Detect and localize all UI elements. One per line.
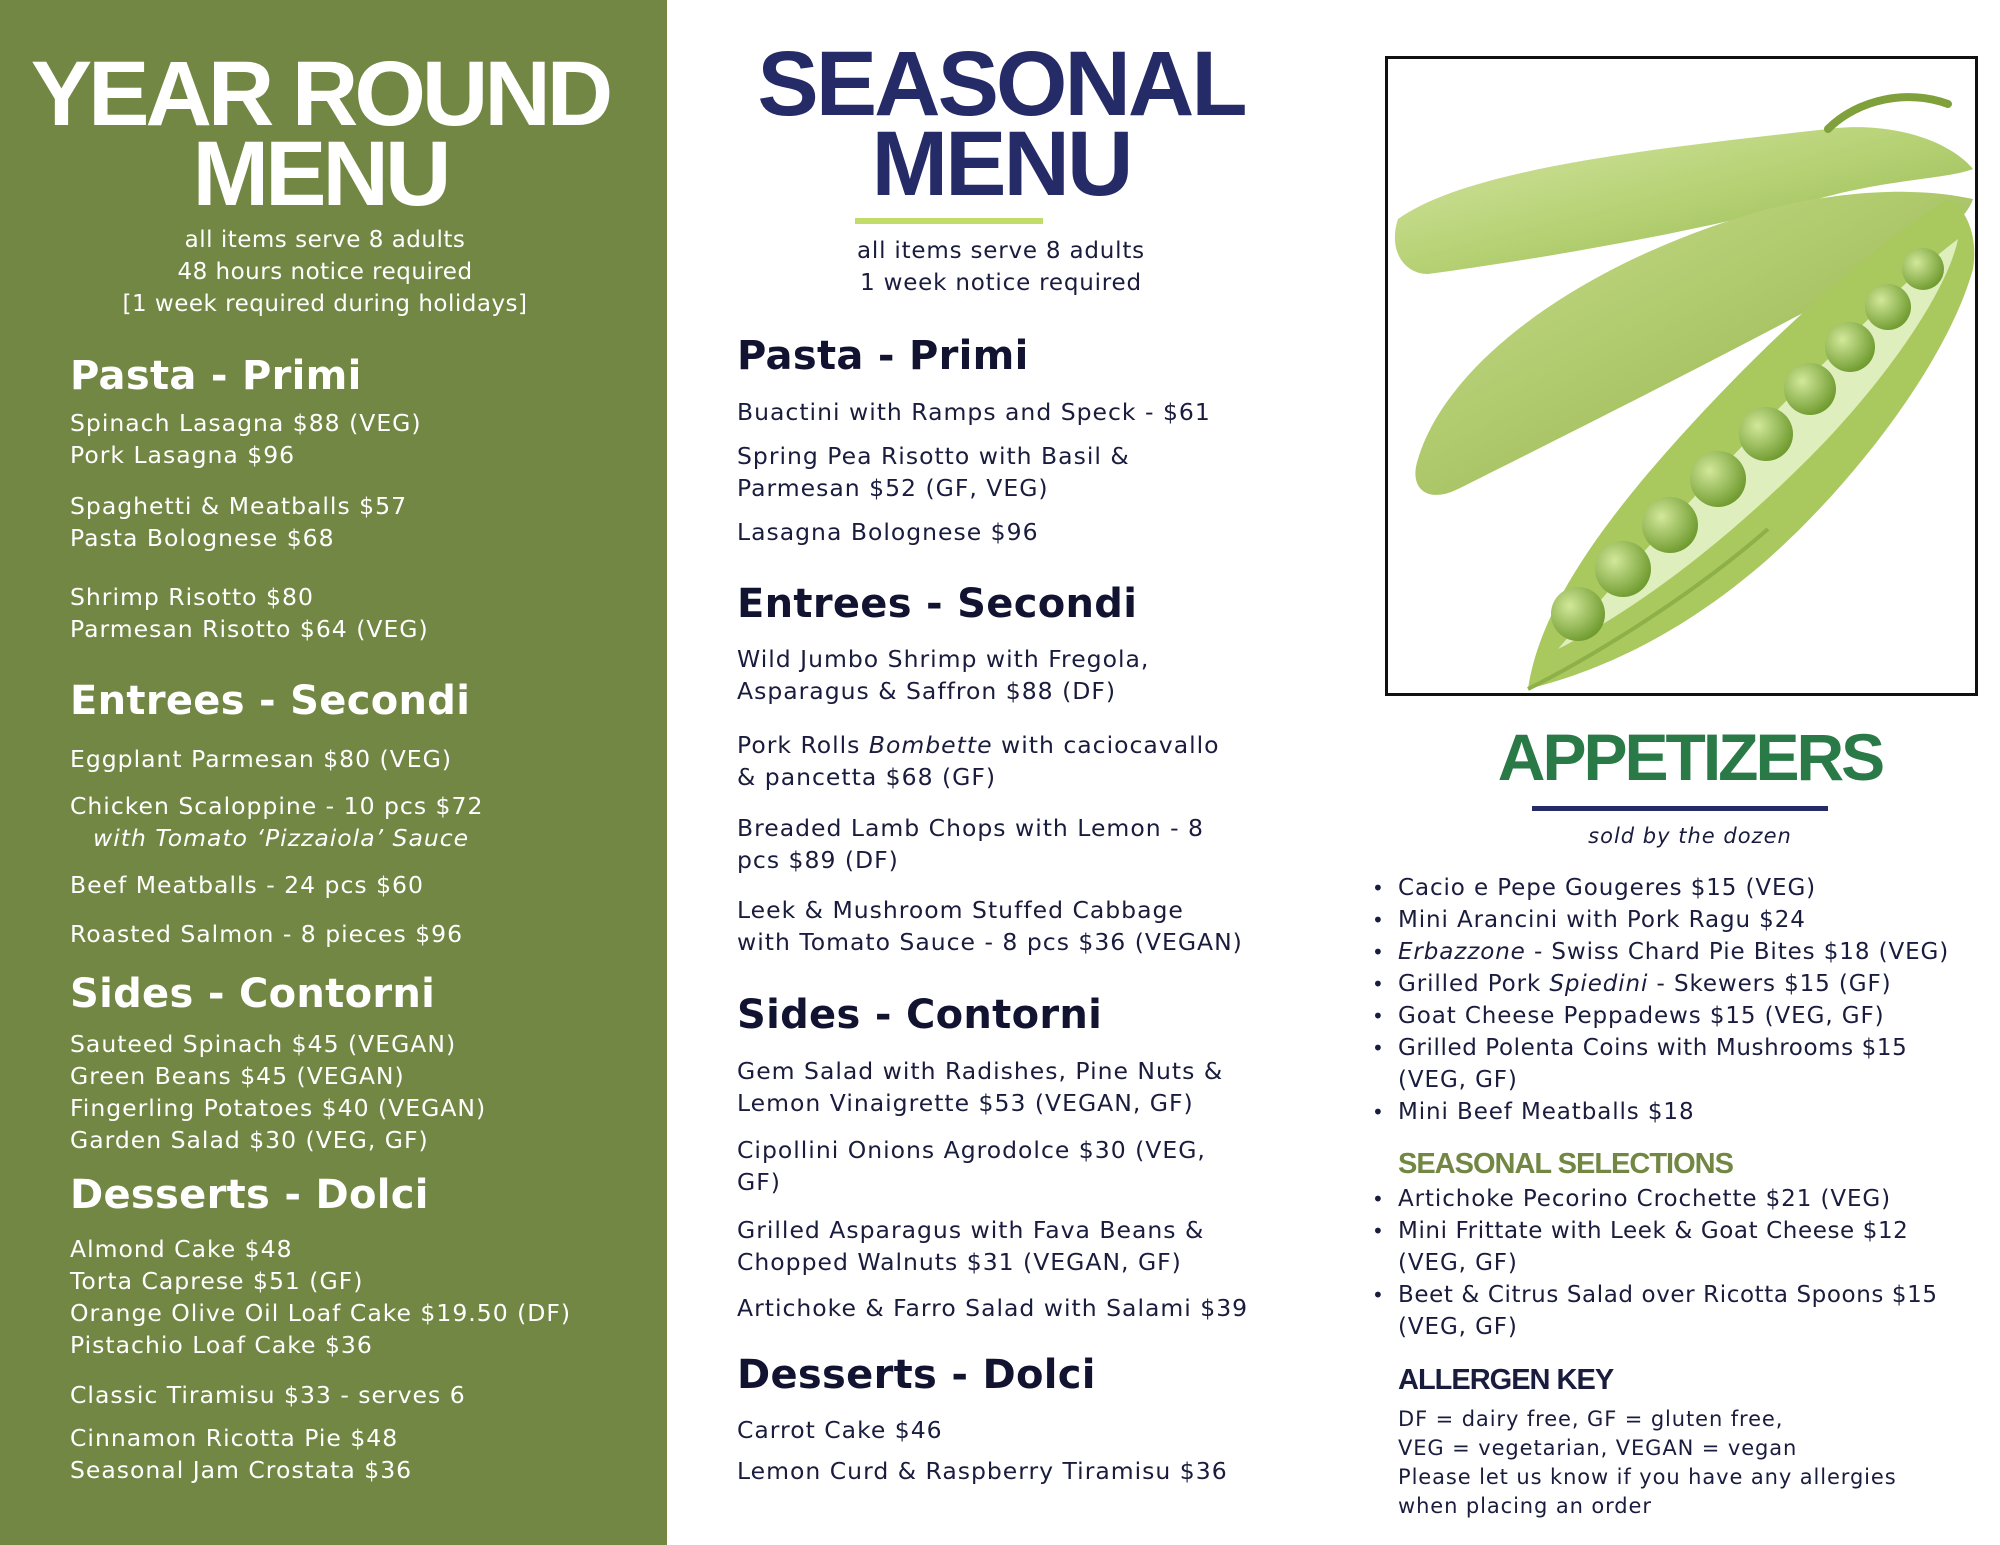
allergen-key-line: when placing an order <box>1398 1494 1652 1518</box>
allergen-key-line: Please let us know if you have any allergies <box>1398 1465 1897 1489</box>
year-round-title-line2: MENU <box>192 123 448 225</box>
seasonal-selections-heading: SEASONAL SELECTIONS <box>1398 1148 1733 1180</box>
seasonal-title-line1: SEASONAL <box>757 33 1245 135</box>
bullet: • <box>1372 972 1384 996</box>
seasonal-entrees-heading: Entrees - Secondi <box>737 581 1138 627</box>
menu-item: Lemon Curd & Raspberry Tiramisu $36 <box>737 1457 1228 1485</box>
appetizer-item <box>1398 936 1949 968</box>
menu-item: Wild Jumbo Shrimp with Fregola, <box>737 645 1150 673</box>
menu-item: Spinach Lasagna $88 (VEG) <box>70 409 422 437</box>
appetizers-title: APPETIZERS <box>1497 720 1883 794</box>
menu-item: Pistachio Loaf Cake $36 <box>70 1331 373 1359</box>
appetizer-item-text: - Swiss Chard Pie Bites $18 (VEG) <box>1525 939 1950 965</box>
appetizer-item-text: - Skewers $15 (GF) <box>1648 971 1892 997</box>
menu-item: Eggplant Parmesan $80 (VEG) <box>70 745 453 773</box>
menu-item: Carrot Cake $46 <box>737 1416 943 1444</box>
seasonal-title-line2: MENU <box>871 113 1131 215</box>
pea-pod-illustration <box>1388 59 1975 693</box>
bullet: • <box>1372 1283 1384 1307</box>
menu-item <box>737 729 1220 761</box>
bullet: • <box>1372 908 1384 932</box>
menu-item: Almond Cake $48 <box>70 1235 293 1263</box>
menu-item: Chicken Scaloppine - 10 pcs $72 <box>70 792 484 820</box>
menu-item: Buactini with Ramps and Speck - $61 <box>737 398 1211 426</box>
menu-item: Breaded Lamb Chops with Lemon - 8 <box>737 814 1204 842</box>
year-round-panel <box>0 0 667 1545</box>
menu-item: Pasta Bolognese $68 <box>70 524 335 552</box>
menu-item: Fingerling Potatoes $40 (VEGAN) <box>70 1094 487 1122</box>
menu-item: Beef Meatballs - 24 pcs $60 <box>70 871 424 899</box>
menu-item: Sauteed Spinach $45 (VEGAN) <box>70 1030 457 1058</box>
year-round-entrees-heading: Entrees - Secondi <box>70 678 471 724</box>
appetizer-item: (VEG, GF) <box>1398 1067 1518 1093</box>
menu-item: Gem Salad with Radishes, Pine Nuts & <box>737 1057 1224 1085</box>
seasonal-selection-item: (VEG, GF) <box>1398 1314 1518 1340</box>
menu-item-italic: Bombette <box>868 731 993 759</box>
seasonal-pasta-heading: Pasta - Primi <box>737 333 1029 379</box>
pea-pod-image <box>1385 56 1978 696</box>
allergen-key-line: DF = dairy free, GF = gluten free, <box>1398 1407 1784 1431</box>
menu-item: Lasagna Bolognese $96 <box>737 518 1039 546</box>
menu-item: with Tomato Sauce - 8 pcs $36 (VEGAN) <box>737 928 1243 956</box>
appetizer-item: Goat Cheese Peppadews $15 (VEG, GF) <box>1398 1003 1885 1029</box>
year-round-note: all items serve 8 adults <box>184 227 466 253</box>
year-round-desserts-heading: Desserts - Dolci <box>70 1172 429 1218</box>
year-round-sides-heading: Sides - Contorni <box>70 971 436 1017</box>
bullet: • <box>1372 1004 1384 1028</box>
appetizer-item: Grilled Polenta Coins with Mushrooms $15 <box>1398 1035 1908 1061</box>
seasonal-selection-item: Beet & Citrus Salad over Ricotta Spoons $15 <box>1398 1282 1938 1308</box>
menu-item: Seasonal Jam Crostata $36 <box>70 1456 413 1484</box>
allergen-key-heading: ALLERGEN KEY <box>1398 1364 1614 1396</box>
appetizer-item <box>1398 968 1892 1000</box>
menu-item: Cinnamon Ricotta Pie $48 <box>70 1424 399 1452</box>
allergen-key-line: VEG = vegetarian, VEGAN = vegan <box>1398 1436 1798 1460</box>
bullet: • <box>1372 940 1384 964</box>
appetizer-item-text: Grilled Pork <box>1398 971 1550 997</box>
menu-item: Roasted Salmon - 8 pieces $96 <box>70 920 464 948</box>
seasonal-selection-item: Mini Frittate with Leek & Goat Cheese $12 <box>1398 1218 1909 1244</box>
menu-item-text: Pork Rolls <box>737 731 869 759</box>
bullet: • <box>1372 1219 1384 1243</box>
menu-item: Torta Caprese $51 (GF) <box>70 1267 364 1295</box>
menu-item: Spring Pea Risotto with Basil & <box>737 442 1130 470</box>
appetizers-underline <box>1532 806 1828 811</box>
title-underline <box>855 218 1043 224</box>
seasonal-selection-item: Artichoke Pecorino Crochette $21 (VEG) <box>1398 1186 1891 1212</box>
year-round-note: 48 hours notice required <box>177 259 473 285</box>
seasonal-desserts-heading: Desserts - Dolci <box>737 1352 1096 1398</box>
menu-item: Leek & Mushroom Stuffed Cabbage <box>737 896 1184 924</box>
menu-item: Cipollini Onions Agrodolce $30 (VEG, <box>737 1136 1206 1164</box>
menu-item: Classic Tiramisu $33 - serves 6 <box>70 1381 466 1409</box>
menu-item: Artichoke & Farro Salad with Salami $39 <box>737 1294 1249 1322</box>
menu-item: GF) <box>737 1168 781 1196</box>
seasonal-panel <box>667 0 1367 1545</box>
appetizer-item: Mini Beef Meatballs $18 <box>1398 1099 1695 1125</box>
appetizer-item-italic: Erbazzone <box>1398 939 1526 965</box>
menu-item: Parmesan Risotto $64 (VEG) <box>70 615 429 643</box>
menu-item: Parmesan $52 (GF, VEG) <box>737 474 1049 502</box>
seasonal-selection-item: (VEG, GF) <box>1398 1250 1518 1276</box>
bullet: • <box>1372 1187 1384 1211</box>
menu-item: pcs $89 (DF) <box>737 846 899 874</box>
bullet: • <box>1372 1100 1384 1124</box>
seasonal-sides-heading: Sides - Contorni <box>737 992 1103 1038</box>
menu-item: Lemon Vinaigrette $53 (VEGAN, GF) <box>737 1089 1194 1117</box>
menu-item: Shrimp Risotto $80 <box>70 583 314 611</box>
menu-item: Green Beans $45 (VEGAN) <box>70 1062 405 1090</box>
menu-item: Chopped Walnuts $31 (VEGAN, GF) <box>737 1248 1182 1276</box>
menu-item: & pancetta $68 (GF) <box>737 763 997 791</box>
bullet: • <box>1372 876 1384 900</box>
appetizer-item-italic: Spiedini <box>1549 971 1649 997</box>
menu-item-note: with Tomato ‘Pizzaiola’ Sauce <box>93 824 470 852</box>
appetizer-item: Mini Arancini with Pork Ragu $24 <box>1398 907 1806 933</box>
year-round-title-line1: YEAR ROUND <box>30 43 610 145</box>
seasonal-note: 1 week notice required <box>860 270 1142 296</box>
menu-item: Grilled Asparagus with Fava Beans & <box>737 1216 1205 1244</box>
menu-item: Asparagus & Saffron $88 (DF) <box>737 677 1117 705</box>
year-round-pasta-heading: Pasta - Primi <box>70 353 362 399</box>
bullet: • <box>1372 1036 1384 1060</box>
menu-item: Spaghetti & Meatballs $57 <box>70 492 408 520</box>
appetizer-item: Cacio e Pepe Gougeres $15 (VEG) <box>1398 875 1817 901</box>
appetizers-subtitle: sold by the dozen <box>1588 824 1792 848</box>
seasonal-note: all items serve 8 adults <box>857 238 1145 264</box>
menu-item: Garden Salad $30 (VEG, GF) <box>70 1126 429 1154</box>
menu-item: Orange Olive Oil Loaf Cake $19.50 (DF) <box>70 1299 572 1327</box>
menu-item-text: with caciocavallo <box>992 731 1220 759</box>
menu-item: Pork Lasagna $96 <box>70 441 296 469</box>
year-round-note: [1 week required during holidays] <box>122 291 528 317</box>
